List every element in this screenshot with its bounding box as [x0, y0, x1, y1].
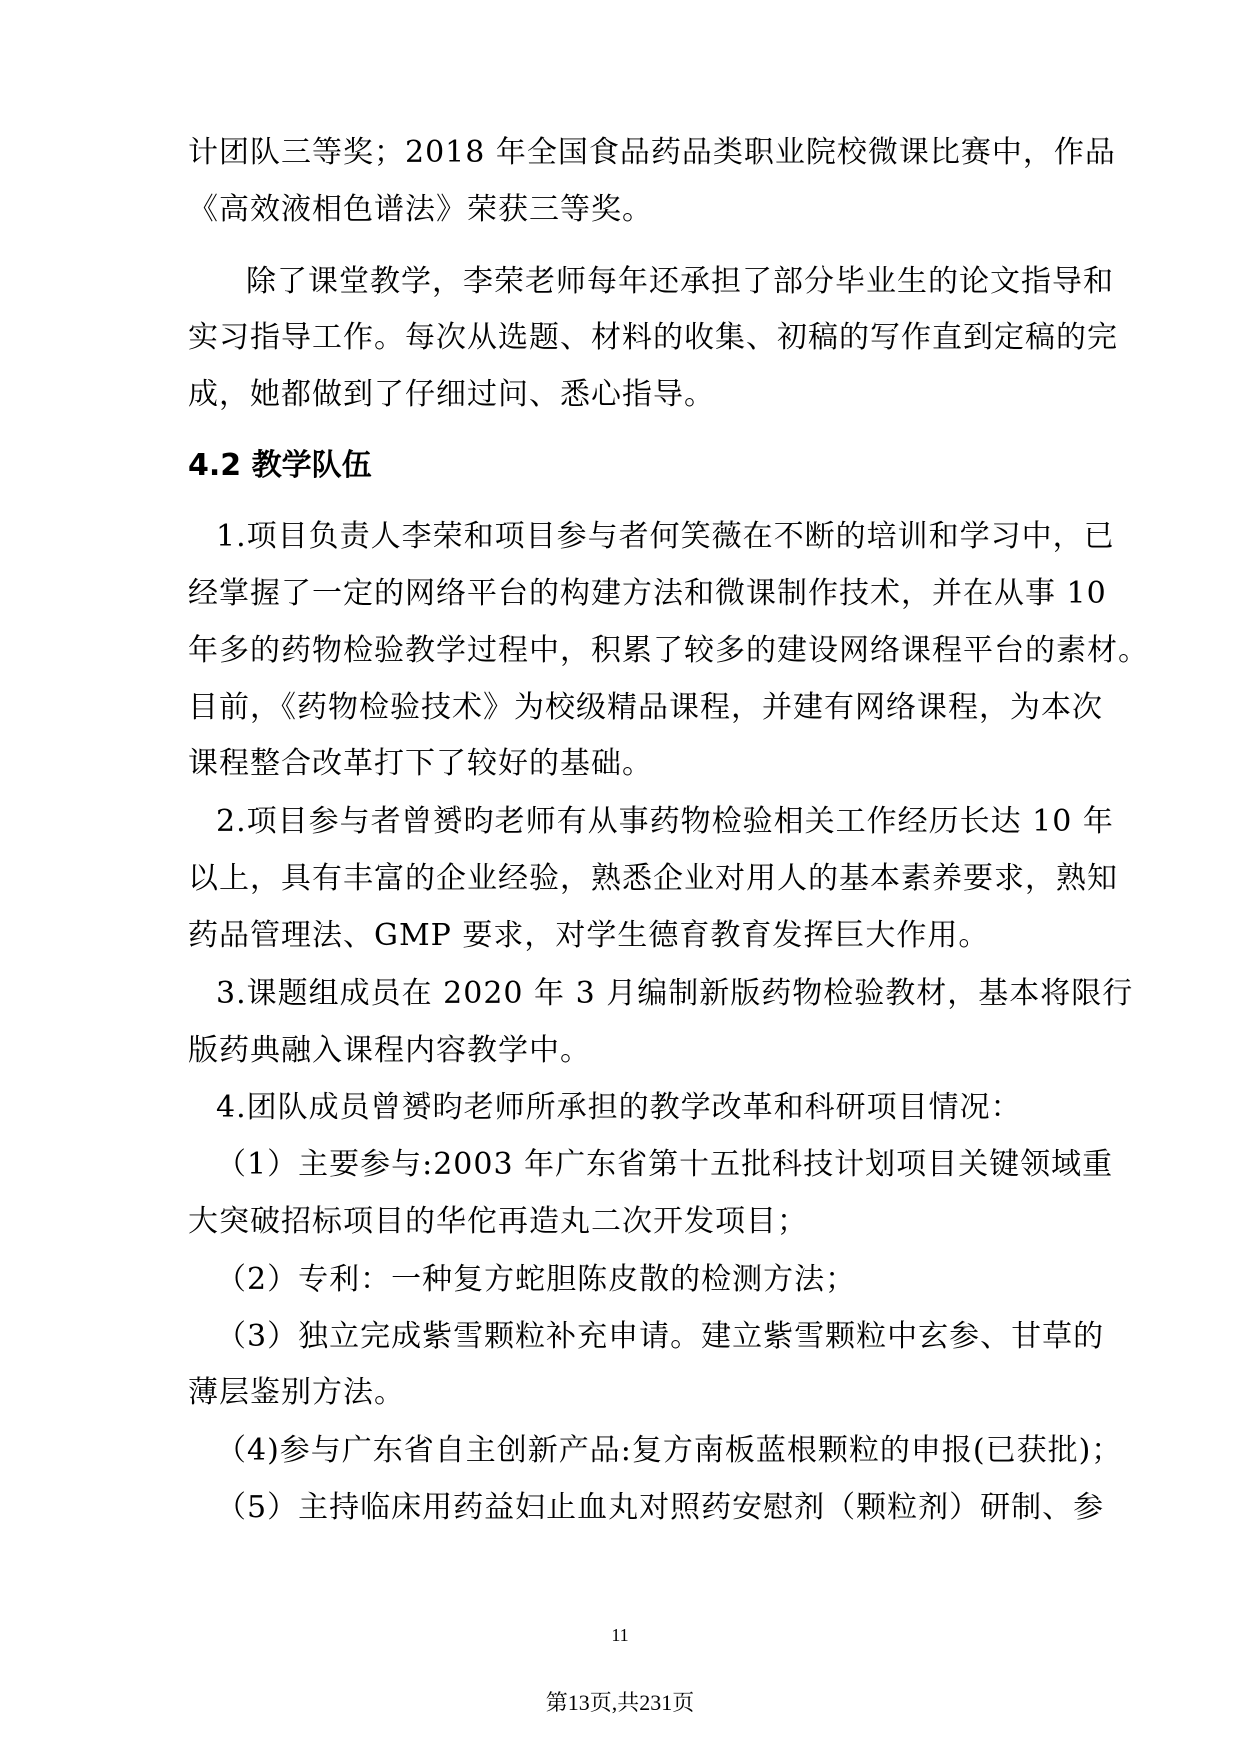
text-line: 版药典融入课程内容教学中。 [188, 1033, 591, 1068]
text-line: （4)参与广东省自主创新产品:复方南板蓝根颗粒的申报(已获批)； [216, 1433, 1123, 1468]
text-line: 大突破招标项目的华佗再造丸二次开发项目； [188, 1204, 808, 1239]
text-line: 计团队三等奖；2018 年全国食品药品类职业院校微课比赛中，作品 [188, 135, 1116, 170]
text-line: 经掌握了一定的网络平台的构建方法和微课制作技术，并在从事 10 [188, 576, 1107, 611]
section-heading: 4.2 教学队伍 [188, 448, 372, 483]
text-line: 目前，《药物检验技术》为校级精品课程，并建有网络课程，为本次 [188, 690, 1103, 725]
text-line: 4.团队成员曾赟昀老师所承担的教学改革和科研项目情况： [216, 1090, 1022, 1125]
text-line: 以上，具有丰富的企业经验，熟悉企业对用人的基本素养要求，熟知 [188, 861, 1118, 896]
text-line: 2.项目参与者曾赟昀老师有从事药物检验相关工作经历长达 10 年 [216, 804, 1114, 839]
text-line: （5）主持临床用药益妇止血丸对照药安慰剂（颗粒剂）研制、参 [216, 1490, 1105, 1525]
text-line: 除了课堂教学，李荣老师每年还承担了部分毕业生的论文指导和 [246, 264, 1114, 299]
text-line: （3）独立完成紫雪颗粒补充申请。建立紫雪颗粒中玄参、甘草的 [216, 1319, 1105, 1354]
text-line: 年多的药物检验教学过程中，积累了较多的建设网络课程平台的素材。 [188, 633, 1149, 668]
page-footer: 第13页,共231页 [545, 1690, 695, 1715]
text-line: 《高效液相色谱法》荣获三等奖。 [188, 192, 653, 227]
text-line: 成，她都做到了仔细过问、悉心指导。 [188, 377, 715, 412]
text-line: 薄层鉴别方法。 [188, 1375, 405, 1410]
text-line: 药品管理法、GMP 要求，对学生德育教育发挥巨大作用。 [188, 918, 990, 953]
page-number: 11 [611, 1625, 629, 1645]
text-line: （1）主要参与:2003 年广东省第十五批科技计划项目关键领域重 [216, 1147, 1114, 1182]
text-line: 1.项目负责人李荣和项目参与者何笑薇在不断的培训和学习中，已 [216, 519, 1115, 554]
text-line: 课程整合改革打下了较好的基础。 [188, 746, 653, 781]
text-line: 3.课题组成员在 2020 年 3 月编制新版药物检验教材，基本将限行 [216, 976, 1134, 1011]
text-line: （2）专利：一种复方蛇胆陈皮散的检测方法； [216, 1262, 857, 1297]
text-line: 实习指导工作。每次从选题、材料的收集、初稿的写作直到定稿的完 [188, 320, 1118, 355]
